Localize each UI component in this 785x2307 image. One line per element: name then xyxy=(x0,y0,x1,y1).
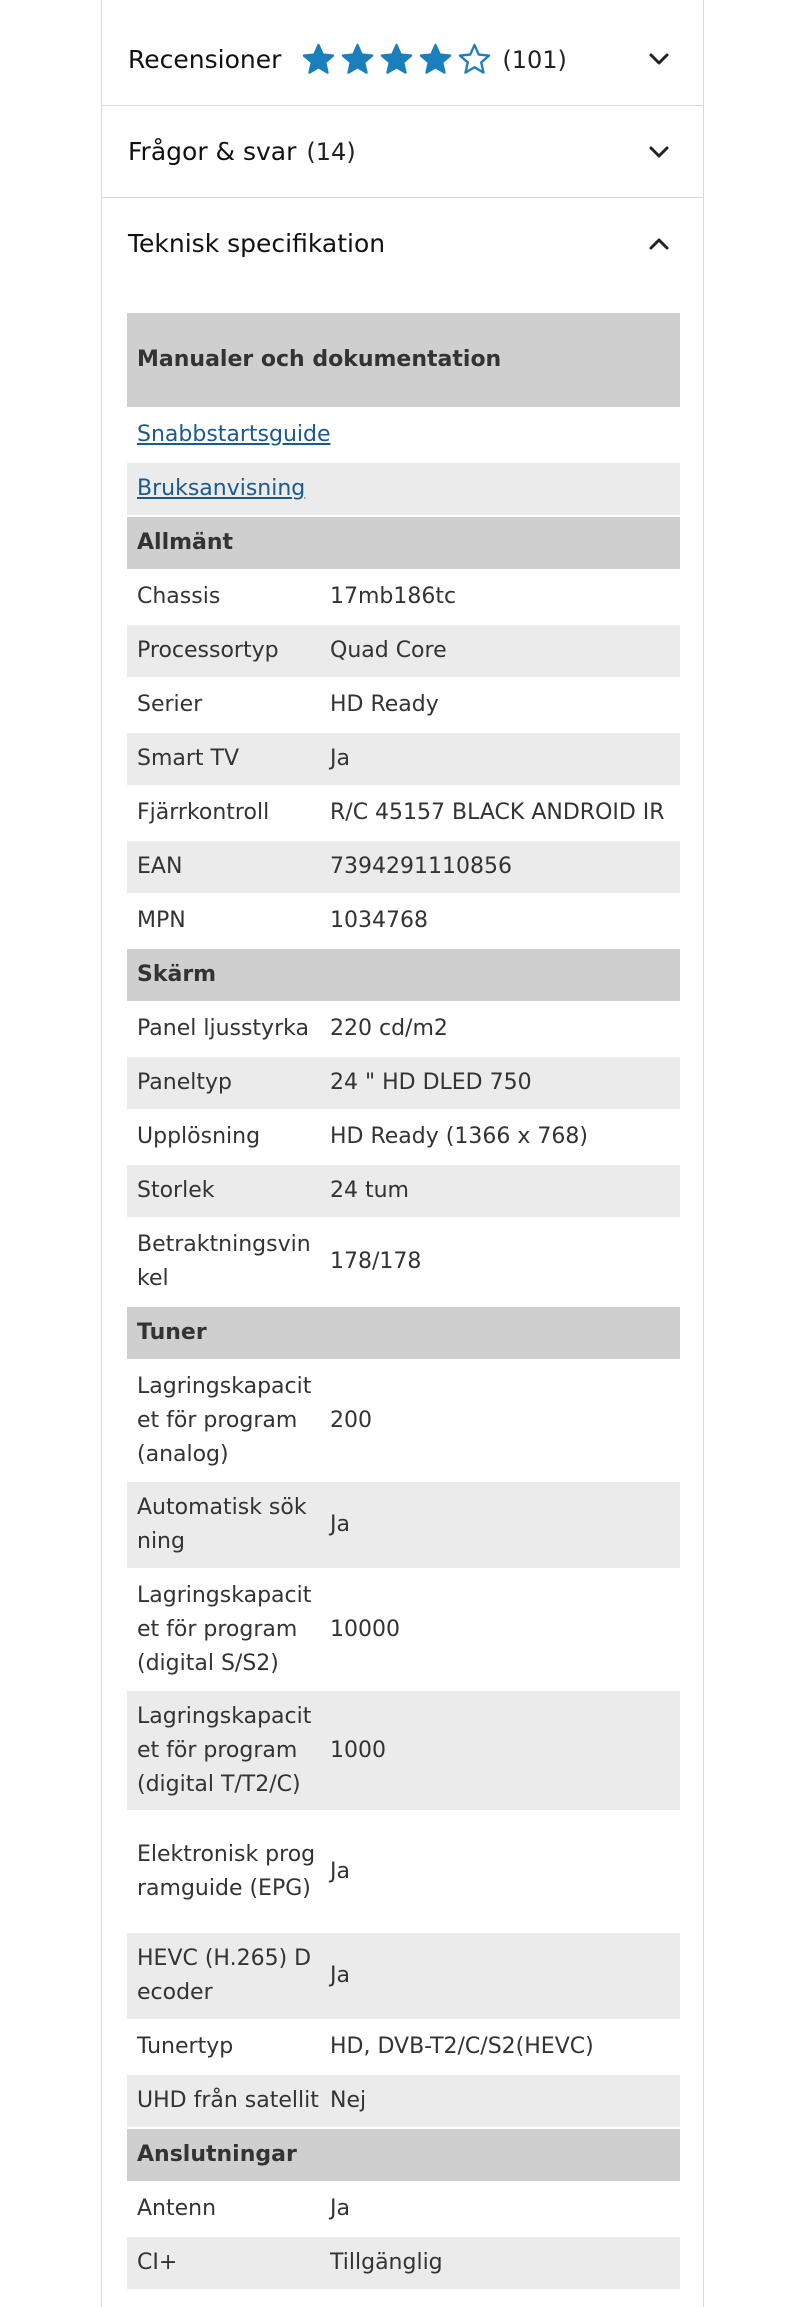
spec-section-header xyxy=(127,1307,680,1361)
spec-row xyxy=(127,1933,680,2021)
chevron-down-icon xyxy=(647,47,671,71)
spec-key: Processortyp xyxy=(137,638,279,663)
spec-key: Chassis xyxy=(137,584,221,609)
spec-row xyxy=(127,895,680,949)
qa-accordion-header xyxy=(128,106,356,197)
spec-row xyxy=(127,1812,680,1933)
spec-row xyxy=(127,625,680,679)
spec-doc-cell xyxy=(127,463,680,515)
spec-key: Betraktningsvinkel xyxy=(137,1232,311,1291)
spec-key: Fjärrkontroll xyxy=(137,800,270,825)
spec-value: HD Ready (1366 x 768) xyxy=(330,1124,588,1149)
qa-accordion[interactable] xyxy=(102,106,703,198)
spec-section-title: Tuner xyxy=(137,1320,207,1345)
spec-section-title: Skärm xyxy=(137,962,217,987)
spec-value: Nej xyxy=(330,2088,367,2113)
spec-value: Quad Core xyxy=(330,638,447,663)
spec-key: Smart TV xyxy=(137,746,240,771)
spec-section-title: Anslutningar xyxy=(137,2142,297,2167)
spec-value: 10000 xyxy=(330,1616,400,1642)
spec-row xyxy=(127,2075,680,2129)
spec-key: Storlek xyxy=(137,1178,215,1203)
rating-stars xyxy=(301,42,492,77)
star-filled-icon xyxy=(340,42,375,77)
spec-doc-cell xyxy=(127,409,680,461)
spec-value: 178/178 xyxy=(330,1249,422,1274)
spec-value: 200 xyxy=(330,1407,372,1433)
spec-key: MPN xyxy=(137,908,186,933)
spec-section-header xyxy=(127,949,680,1003)
spec-accordion-header xyxy=(128,198,385,289)
star-filled-icon xyxy=(301,42,336,77)
chevron-up-icon xyxy=(647,232,671,256)
spec-row xyxy=(127,1219,680,1307)
spec-value: Tillgänglig xyxy=(330,2250,443,2275)
spec-value: 24 tum xyxy=(330,1178,409,1203)
spec-key: Lagringskapacitet för program (analog) xyxy=(137,1373,312,1467)
spec-key: Serier xyxy=(137,692,203,717)
spec-row xyxy=(127,1482,680,1570)
spec-key: HEVC (H.265) Decoder xyxy=(137,1946,312,2005)
spec-value: 24 " HD DLED 750 xyxy=(330,1070,532,1095)
spec-key: Panel ljusstyrka xyxy=(137,1016,309,1041)
spec-key: Automatisk sökning xyxy=(137,1495,307,1554)
spec-value: R/C 45157 BLACK ANDROID IR xyxy=(330,800,665,825)
spec-row xyxy=(127,1691,680,1812)
spec-value: Ja xyxy=(330,1963,350,1988)
spec-section-title: Allmänt xyxy=(137,530,234,555)
spec-value: 7394291110856 xyxy=(330,854,512,879)
spec-key: Paneltyp xyxy=(137,1070,232,1095)
spec-row xyxy=(127,1111,680,1165)
spec-doc-row xyxy=(127,463,680,517)
spec-row xyxy=(127,1003,680,1057)
reviews-accordion-header xyxy=(128,14,567,105)
spec-accordion[interactable] xyxy=(102,198,703,290)
spec-key: Lagringskapacitet för program (digital T/T2/C) xyxy=(137,1703,312,1797)
spec-value: 220 cd/m2 xyxy=(330,1016,448,1041)
spec-key: Tunertyp xyxy=(137,2034,234,2059)
chevron-down-icon xyxy=(647,140,671,164)
spec-doc-row xyxy=(127,409,680,463)
star-filled-icon xyxy=(379,42,414,77)
spec-row xyxy=(127,841,680,895)
spec-row xyxy=(127,679,680,733)
spec-key: CI+ xyxy=(137,2250,178,2275)
spec-value: Ja xyxy=(330,746,350,771)
spec-value: Ja xyxy=(330,1512,350,1537)
spec-value: HD Ready xyxy=(330,692,439,717)
spec-row xyxy=(127,787,680,841)
spec-row xyxy=(127,1057,680,1111)
doc-link[interactable]: Bruksanvisning xyxy=(137,476,306,501)
spec-key: UHD från satellit xyxy=(137,2088,319,2113)
qa-count: (14) xyxy=(306,137,356,166)
spec-value: HD, DVB-T2/C/S2(HEVC) xyxy=(330,2034,594,2059)
qa-title: Frågor & svar xyxy=(128,137,297,166)
spec-value: Ja xyxy=(330,2196,350,2221)
spec-section-header xyxy=(127,517,680,571)
reviews-accordion[interactable] xyxy=(102,0,703,106)
spec-row xyxy=(127,2237,680,2291)
spec-row xyxy=(127,571,680,625)
spec-row xyxy=(127,733,680,787)
spec-value: 1034768 xyxy=(330,908,428,933)
spec-value: 17mb186tc xyxy=(330,584,457,609)
spec-row xyxy=(127,1570,680,1691)
spec-row xyxy=(127,2021,680,2075)
spec-row xyxy=(127,2183,680,2237)
spec-key: Antenn xyxy=(137,2196,217,2221)
reviews-title: Recensioner xyxy=(128,45,282,74)
spec-row xyxy=(127,1361,680,1482)
spec-section-header xyxy=(127,313,680,409)
spec-value: Ja xyxy=(330,1858,350,1884)
spec-table xyxy=(127,313,682,2291)
spec-key: Elektronisk programguide (EPG) xyxy=(137,1841,316,1901)
spec-title: Teknisk specifikation xyxy=(128,229,386,258)
spec-section-title: Manualer och dokumentation xyxy=(137,347,502,372)
spec-key: Lagringskapacitet för program (digital S/S2) xyxy=(137,1582,312,1676)
spec-key: EAN xyxy=(137,854,183,879)
spec-key: Upplösning xyxy=(137,1124,261,1149)
star-filled-icon xyxy=(418,42,453,77)
spec-row xyxy=(127,1165,680,1219)
reviews-count: (101) xyxy=(502,45,567,74)
doc-link[interactable]: Snabbstartsguide xyxy=(137,422,331,447)
star-empty-icon xyxy=(457,42,492,77)
spec-section-header xyxy=(127,2129,680,2183)
spec-value: 1000 xyxy=(330,1737,386,1763)
